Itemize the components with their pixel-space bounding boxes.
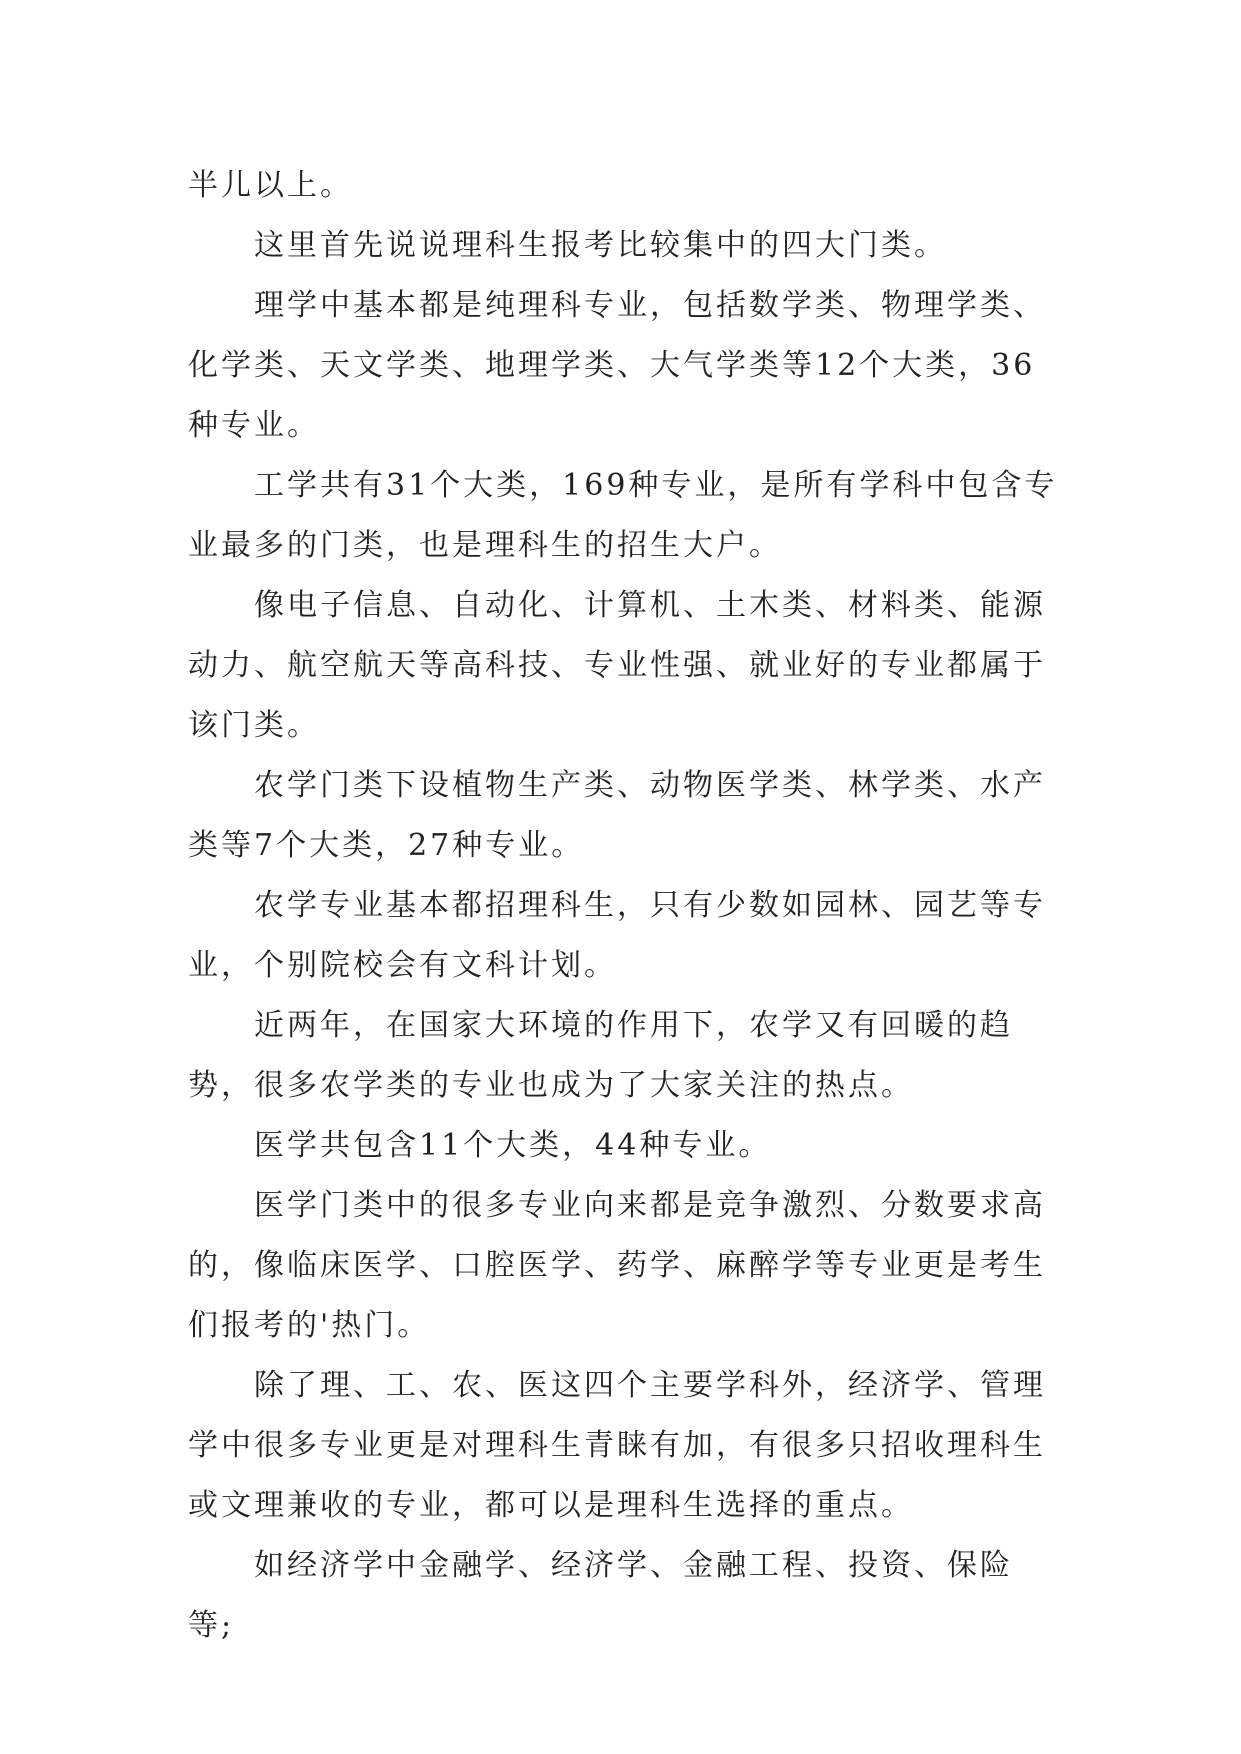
paragraph-agriculture: 农学门类下设植物生产类、动物医学类、林学类、水产类等7个大类，27种专业。 bbox=[188, 768, 1046, 863]
paragraph-intro: 这里首先说说理科生报考比较集中的四大门类。 bbox=[254, 228, 947, 263]
paragraph-other-disciplines: 除了理、工、农、医这四个主要学科外，经济学、管理学中很多专业更是对理科生青睐有加，有很多只招收理科生或文理兼收的专业，都可以是理科生选择的重点。 bbox=[188, 1368, 1046, 1523]
paragraph-continuation: 半儿以上。 bbox=[188, 168, 353, 203]
paragraph-agriculture-enrollment: 农学专业基本都招理科生，只有少数如园林、园艺等专业，个别院校会有文科计划。 bbox=[188, 888, 1046, 983]
paragraph-medicine: 医学共包含11个大类，44种专业。 bbox=[254, 1128, 772, 1163]
document-body bbox=[188, 156, 1058, 1656]
paragraph-medicine-popular: 医学门类中的很多专业向来都是竞争激烈、分数要求高的，像临床医学、口腔医学、药学、麻醉学等专业更是考生们报考的'热门。 bbox=[188, 1188, 1046, 1343]
paragraph-science: 理学中基本都是纯理科专业，包括数学类、物理学类、化学类、天文学类、地理学类、大气学类等12个大类，36种专业。 bbox=[188, 288, 1046, 443]
paragraph-engineering: 工学共有31个大类，169种专业，是所有学科中包含专业最多的门类，也是理科生的招生大户。 bbox=[188, 468, 1058, 563]
paragraph-engineering-examples: 像电子信息、自动化、计算机、土木类、材料类、能源动力、航空航天等高科技、专业性强、就业好的专业都属于该门类。 bbox=[188, 588, 1046, 743]
paragraph-economics-examples: 如经济学中金融学、经济学、金融工程、投资、保险等; bbox=[188, 1548, 1013, 1643]
paragraph-agriculture-trend: 近两年，在国家大环境的作用下，农学又有回暖的趋势，很多农学类的专业也成为了大家关注的热点。 bbox=[188, 1008, 1013, 1103]
